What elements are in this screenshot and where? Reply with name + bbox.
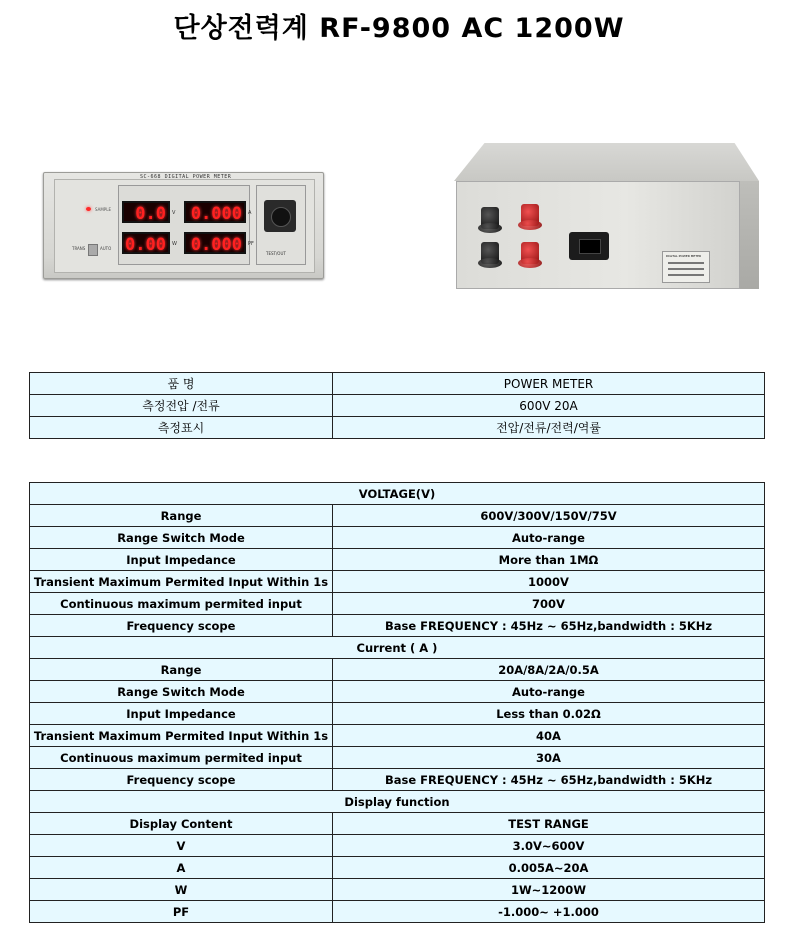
red-terminal-icon <box>521 204 539 226</box>
row-label: 품 명 <box>30 373 333 395</box>
sample-led-icon <box>86 207 91 211</box>
row-label: 측정전압 /전류 <box>30 395 333 417</box>
basic-info-table <box>29 372 765 439</box>
row-label: Transient Maximum Permited Input Within 1s <box>30 725 333 747</box>
table-row <box>30 769 765 791</box>
spec-table <box>29 482 765 923</box>
unit-label-v: V <box>172 210 176 216</box>
row-value: -1.000~ +1.000 <box>333 901 765 923</box>
rear-panel-photo <box>454 143 759 291</box>
current-section-header: Current ( A ) <box>30 637 765 659</box>
row-label: Range <box>30 659 333 681</box>
row-value: 1W~1200W <box>333 879 765 901</box>
row-label: PF <box>30 901 333 923</box>
table-row <box>30 571 765 593</box>
row-label: V <box>30 835 333 857</box>
row-label: Frequency scope <box>30 615 333 637</box>
row-value: 700V <box>333 593 765 615</box>
row-value: 0.005A~20A <box>333 857 765 879</box>
row-label: Display Content <box>30 813 333 835</box>
table-row <box>30 593 765 615</box>
table-row <box>30 659 765 681</box>
row-value: 20A/8A/2A/0.5A <box>333 659 765 681</box>
row-label: Frequency scope <box>30 769 333 791</box>
row-value: 전압/전류/전력/역률 <box>333 417 765 439</box>
row-label: Range Switch Mode <box>30 527 333 549</box>
row-label: Range Switch Mode <box>30 681 333 703</box>
table-row <box>30 747 765 769</box>
table-row <box>30 527 765 549</box>
row-label: Input Impedance <box>30 703 333 725</box>
row-label: Continuous maximum permited input <box>30 747 333 769</box>
led-display-power: 0.00 <box>122 232 170 254</box>
row-value: 30A <box>333 747 765 769</box>
case-side <box>740 181 759 289</box>
row-value: 600V 20A <box>333 395 765 417</box>
table-row <box>30 703 765 725</box>
row-label: A <box>30 857 333 879</box>
black-terminal-icon <box>481 207 499 229</box>
row-value: Auto-range <box>333 681 765 703</box>
row-value: POWER METER <box>333 373 765 395</box>
row-value: Base FREQUENCY : 45Hz ~ 65Hz,bandwidth : 5KHz <box>333 769 765 791</box>
sample-led-label: SAMPLE <box>95 207 111 212</box>
row-label: 측정표시 <box>30 417 333 439</box>
red-terminal-icon <box>521 242 539 264</box>
trans-switch-icon <box>88 244 98 256</box>
row-label: Input Impedance <box>30 549 333 571</box>
row-value: Less than 0.02Ω <box>333 703 765 725</box>
ac-inlet-icon <box>569 232 609 260</box>
switch-label-right: AUTO <box>100 246 112 251</box>
rating-plate-label: DIGITAL POWER METER <box>666 254 702 258</box>
unit-label-w: W <box>172 241 177 247</box>
unit-label-a: A <box>248 210 252 216</box>
table-row <box>30 813 765 835</box>
led-display-voltage: 0.0 <box>122 201 170 223</box>
row-value: 1000V <box>333 571 765 593</box>
test-out-label: TEST/OUT <box>266 251 286 256</box>
row-label: Transient Maximum Permited Input Within 1s <box>30 571 333 593</box>
row-label: W <box>30 879 333 901</box>
row-value: Base FREQUENCY : 45Hz ~ 65Hz,bandwidth : 5KHz <box>333 615 765 637</box>
display-section-header: Display function <box>30 791 765 813</box>
table-row <box>30 549 765 571</box>
led-display-current: 0.000 <box>184 201 246 223</box>
section-header-row <box>30 483 765 505</box>
table-row <box>30 725 765 747</box>
switch-label-left: TRANS <box>72 246 86 251</box>
section-header-row <box>30 791 765 813</box>
row-label: Range <box>30 505 333 527</box>
row-value: 40A <box>333 725 765 747</box>
voltage-section-header: VOLTAGE(V) <box>30 483 765 505</box>
table-row <box>30 857 765 879</box>
unit-label-pf: PF <box>248 241 254 247</box>
rating-plate <box>662 251 710 283</box>
table-row <box>30 681 765 703</box>
row-value: TEST RANGE <box>333 813 765 835</box>
row-value: Auto-range <box>333 527 765 549</box>
table-row <box>30 373 765 395</box>
row-value: 3.0V~600V <box>333 835 765 857</box>
row-value: More than 1MΩ <box>333 549 765 571</box>
table-row <box>30 879 765 901</box>
table-row <box>30 615 765 637</box>
table-row <box>30 417 765 439</box>
table-row <box>30 901 765 923</box>
page-title: 단상전력계 RF-9800 AC 1200W <box>173 13 625 44</box>
table-row <box>30 835 765 857</box>
panel-brand-label: SC-668 DIGITAL POWER METER <box>140 174 232 180</box>
table-row <box>30 505 765 527</box>
power-socket-icon <box>264 200 296 232</box>
black-terminal-icon <box>481 242 499 264</box>
front-panel-photo <box>43 172 324 279</box>
section-header-row <box>30 637 765 659</box>
row-label: Continuous maximum permited input <box>30 593 333 615</box>
case-top <box>454 143 759 181</box>
led-display-pf: 0.000 <box>184 232 246 254</box>
table-row <box>30 395 765 417</box>
row-value: 600V/300V/150V/75V <box>333 505 765 527</box>
